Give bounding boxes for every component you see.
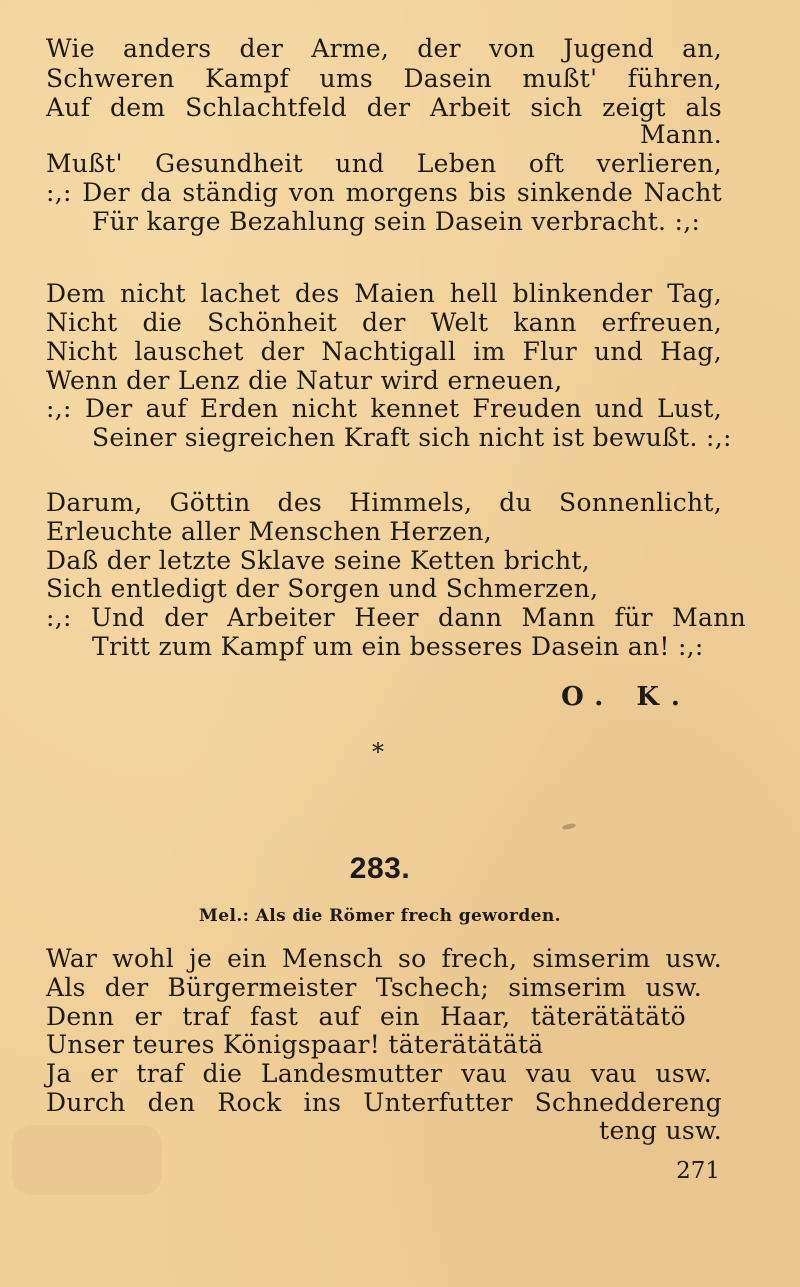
section-separator: * (372, 738, 384, 766)
verse-line: Ja er traf die Landesmutter vau vau vau usw. (46, 1059, 712, 1088)
verse-line: Wie anders der Arme, der von Jugend an, (46, 34, 722, 63)
verse-line: Dem nicht lachet des Maien hell blinkender Tag, (46, 279, 722, 308)
verse-line: Für karge Bezahlung sein Dasein verbracht. :,: (92, 207, 701, 236)
verse-line: Nicht die Schönheit der Welt kann erfreuen, (46, 308, 722, 337)
verse-line: Tritt zum Kampf um ein besseres Dasein an! :,: (92, 632, 704, 661)
verse-line: :,: Der da ständig von morgens bis sinkende Nacht (46, 178, 722, 207)
verse-line: teng usw. (599, 1116, 722, 1145)
verse-line: War wohl je ein Mensch so frech, simserim usw. (46, 944, 722, 973)
verse-line: Darum, Göttin des Himmels, du Sonnenlicht, (46, 488, 722, 517)
verse-line: Mann. (639, 120, 722, 149)
verse-line: Durch den Rock ins Unterfutter Schneddereng (46, 1088, 722, 1117)
verse-line: :,: Und der Arbeiter Heer dann Mann für Mann (46, 603, 746, 632)
verse-line: Auf dem Schlachtfeld der Arbeit sich zeigt als (46, 93, 722, 122)
verse-line: Nicht lauschet der Nachtigall im Flur und Hag, (46, 337, 722, 366)
verse-line: Erleuchte aller Menschen Herzen, (46, 517, 493, 546)
verse-line: Seiner siegreichen Kraft sich nicht ist bewußt. :,: (92, 423, 732, 452)
verse-line: :,: Der auf Erden nicht kennet Freuden und Lust, (46, 394, 722, 423)
bleed-through-shadow (12, 1125, 162, 1195)
verse-line: Unser teures Königspaar! täterätätätä (46, 1030, 544, 1059)
paper-speck (562, 823, 577, 831)
verse-line: Schweren Kampf ums Dasein mußt' führen, (46, 64, 722, 93)
verse-line: Sich entledigt der Sorgen und Schmerzen, (46, 574, 599, 603)
verse-line: Denn er traf fast auf ein Haar, täterätätätö (46, 1002, 686, 1031)
melody-note: Mel.: Als die Römer frech geworden. (199, 906, 561, 926)
verse-line: Daß der letzte Sklave seine Ketten bricht, (46, 546, 590, 575)
verse-line: Als der Bürgermeister Tschech; simserim usw. (46, 973, 702, 1002)
song-number: 283. (349, 852, 411, 885)
author-signature: O. K. (561, 682, 692, 712)
verse-line: Wenn der Lenz die Natur wird erneuen, (46, 366, 563, 395)
verse-line: Mußt' Gesundheit und Leben oft verlieren, (46, 149, 722, 178)
page-number: 271 (676, 1158, 720, 1184)
